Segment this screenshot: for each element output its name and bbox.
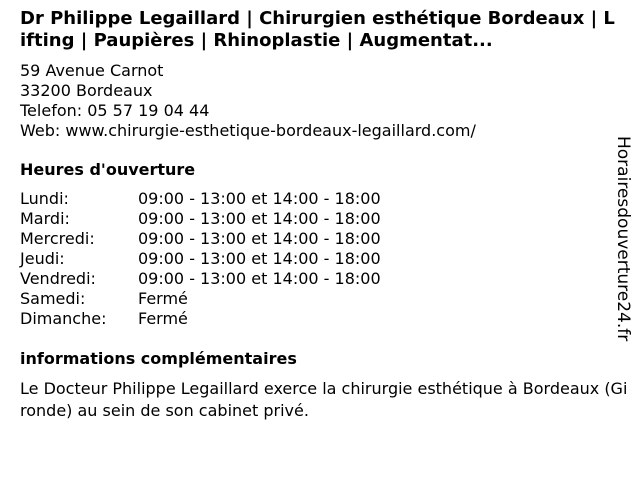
hours-row bbox=[20, 309, 620, 329]
street-address: 59 Avenue Carnot bbox=[20, 61, 164, 80]
time-value: 09:00 - 13:00 et 14:00 - 18:00 bbox=[138, 209, 381, 228]
time-value: 09:00 - 13:00 et 14:00 - 18:00 bbox=[138, 229, 381, 248]
time-value: 09:00 - 13:00 et 14:00 - 18:00 bbox=[138, 249, 381, 268]
day-label: Vendredi: bbox=[20, 269, 96, 288]
day-label: Dimanche: bbox=[20, 309, 107, 328]
time-value: Fermé bbox=[138, 289, 188, 308]
day-label: Mercredi: bbox=[20, 229, 95, 248]
hours-row bbox=[20, 269, 620, 289]
day-label: Samedi: bbox=[20, 289, 86, 308]
city-postcode: 33200 Bordeaux bbox=[20, 81, 153, 100]
watermark bbox=[610, 136, 636, 346]
hours-row bbox=[20, 289, 620, 309]
day-label: Lundi: bbox=[20, 189, 69, 208]
time-value: 09:00 - 13:00 et 14:00 - 18:00 bbox=[138, 189, 381, 208]
website: Web: www.chirurgie-esthetique-bordeaux-legaillard.com/ bbox=[20, 121, 476, 140]
hours-row bbox=[20, 249, 620, 269]
watermark-text: Horairesdouverture24.fr bbox=[613, 136, 633, 342]
day-label: Mardi: bbox=[20, 209, 70, 228]
hours-row bbox=[20, 209, 620, 229]
info-heading: informations complémentaires bbox=[20, 349, 297, 368]
time-value: 09:00 - 13:00 et 14:00 - 18:00 bbox=[138, 269, 381, 288]
hours-heading: Heures d'ouverture bbox=[20, 160, 196, 179]
page-title: Dr Philippe Legaillard | Chirurgien esthétique Bordeaux | Lifting | Paupières | Rhinoplastie | Augmentat... bbox=[20, 8, 615, 51]
day-label: Jeudi: bbox=[20, 249, 65, 268]
phone-number: Telefon: 05 57 19 04 44 bbox=[20, 101, 210, 120]
time-value: Fermé bbox=[138, 309, 188, 328]
hours-row bbox=[20, 189, 620, 209]
hours-table bbox=[20, 189, 620, 329]
address-block bbox=[20, 61, 620, 141]
hours-row bbox=[20, 229, 620, 249]
info-text: Le Docteur Philippe Legaillard exerce la chirurgie esthétique à Bordeaux (Gironde) au sein de son cabinet privé. bbox=[20, 379, 628, 420]
